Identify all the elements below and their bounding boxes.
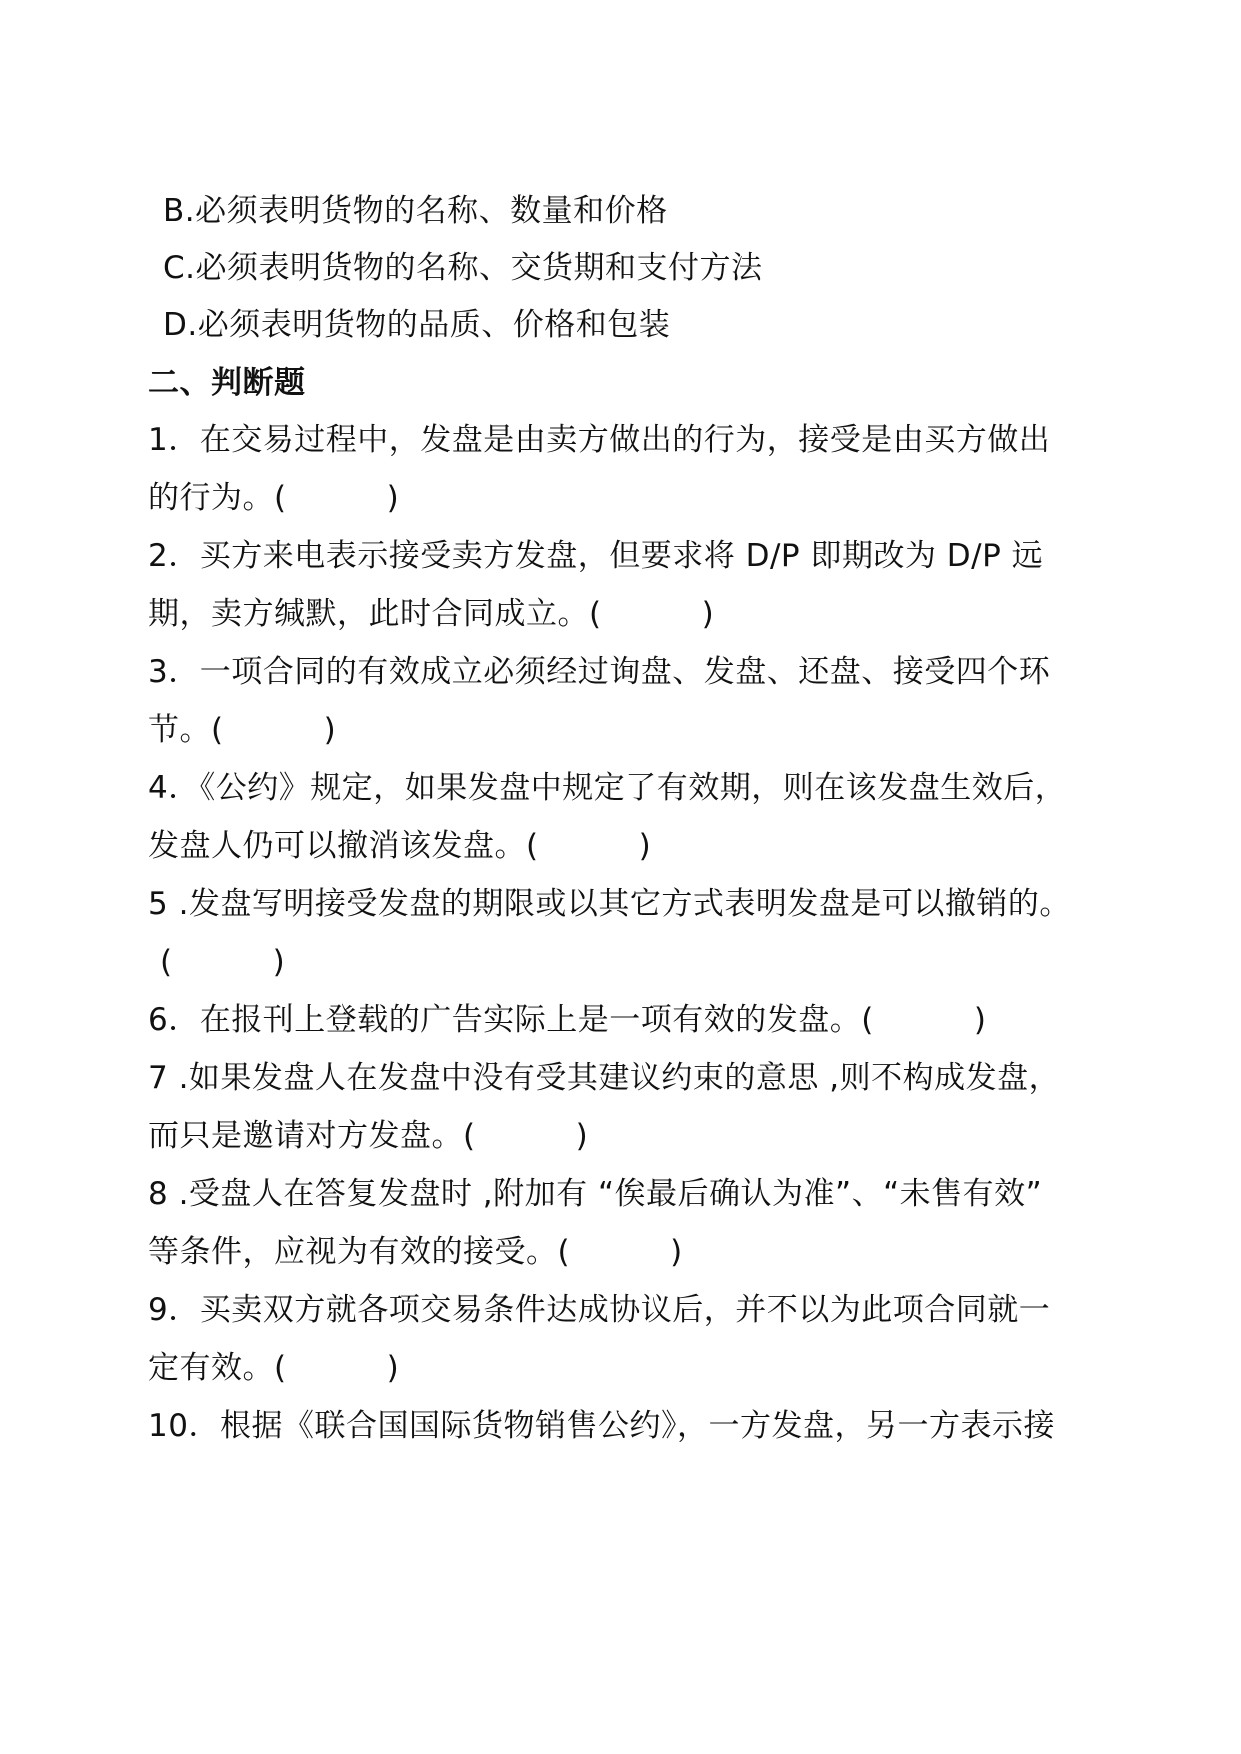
question-4-line-1: 4．《公约》规定，如果发盘中规定了有效期，则在该发盘生效后， [148,770,1067,806]
question-5-line-2 [160,942,1120,982]
question-2-text: 期，卖方缄默，此时合同成立。( [148,596,602,632]
question-5-line-1: 5 .发盘写明接受发盘的期限或以其它方式表明发盘是可以撤销的。 [148,886,1071,922]
question-8-text: 等条件，应视为有效的接受。( [148,1234,571,1270]
question-8-line-1: 8 .受盘人在答复发盘时 ,附加有 “俟最后确认为准”、“未售有效” [148,1176,1043,1212]
answer-blank-close: ) [272,944,286,980]
question-5-text: ( [160,944,173,980]
option-d: D.必须表明货物的品质、价格和包装 [163,307,671,343]
question-9-line-2 [148,1348,1108,1388]
answer-blank-close: ) [386,1350,400,1386]
question-7-line-2 [148,1116,1108,1156]
question-3-line-2 [148,710,1108,750]
question-2-line-2 [148,594,1108,634]
option-b: B.必须表明货物的名称、数量和价格 [163,193,668,229]
question-6-line-1 [148,1000,1108,1040]
question-2-line-1: 2．买方来电表示接受卖方发盘，但要求将 D/P 即期改为 D/P 远 [148,538,1044,574]
answer-blank-close: ) [638,828,652,864]
question-9-line-1: 9．买卖双方就各项交易条件达成协议后，并不以为此项合同就一 [148,1292,1051,1328]
question-1-line-2 [148,478,1108,518]
question-7-line-1: 7 .如果发盘人在发盘中没有受其建议约束的意思 ,则不构成发盘， [148,1060,1061,1096]
question-4-line-2 [148,826,1108,866]
question-1-line-1: 1．在交易过程中，发盘是由卖方做出的行为，接受是由买方做出 [148,422,1051,458]
answer-blank-close: ) [670,1234,683,1270]
answer-blank-close: ) [575,1118,589,1154]
question-8-line-2 [148,1232,1108,1272]
question-6-text: 6．在报刊上登载的广告实际上是一项有效的发盘。( [148,1002,874,1038]
question-3-text: 节。( [148,712,224,748]
question-1-text: 的行为。( [148,480,287,516]
question-9-text: 定有效。( [148,1350,287,1386]
answer-blank-close: ) [973,1002,987,1038]
question-4-text: 发盘人仍可以撤消该发盘。( [148,828,539,864]
answer-blank-close: ) [323,712,337,748]
question-3-line-1: 3．一项合同的有效成立必须经过询盘、发盘、还盘、接受四个环 [148,654,1051,690]
question-7-text: 而只是邀请对方发盘。( [148,1118,476,1154]
answer-blank-close: ) [701,596,715,632]
option-c: C.必须表明货物的名称、交货期和支付方法 [163,250,763,286]
answer-blank-close: ) [386,480,400,516]
question-10-line-1: 10．根据《联合国国际货物销售公约》，一方发盘，另一方表示接 [148,1408,1055,1444]
section-title: 二、判断题 [148,365,306,401]
